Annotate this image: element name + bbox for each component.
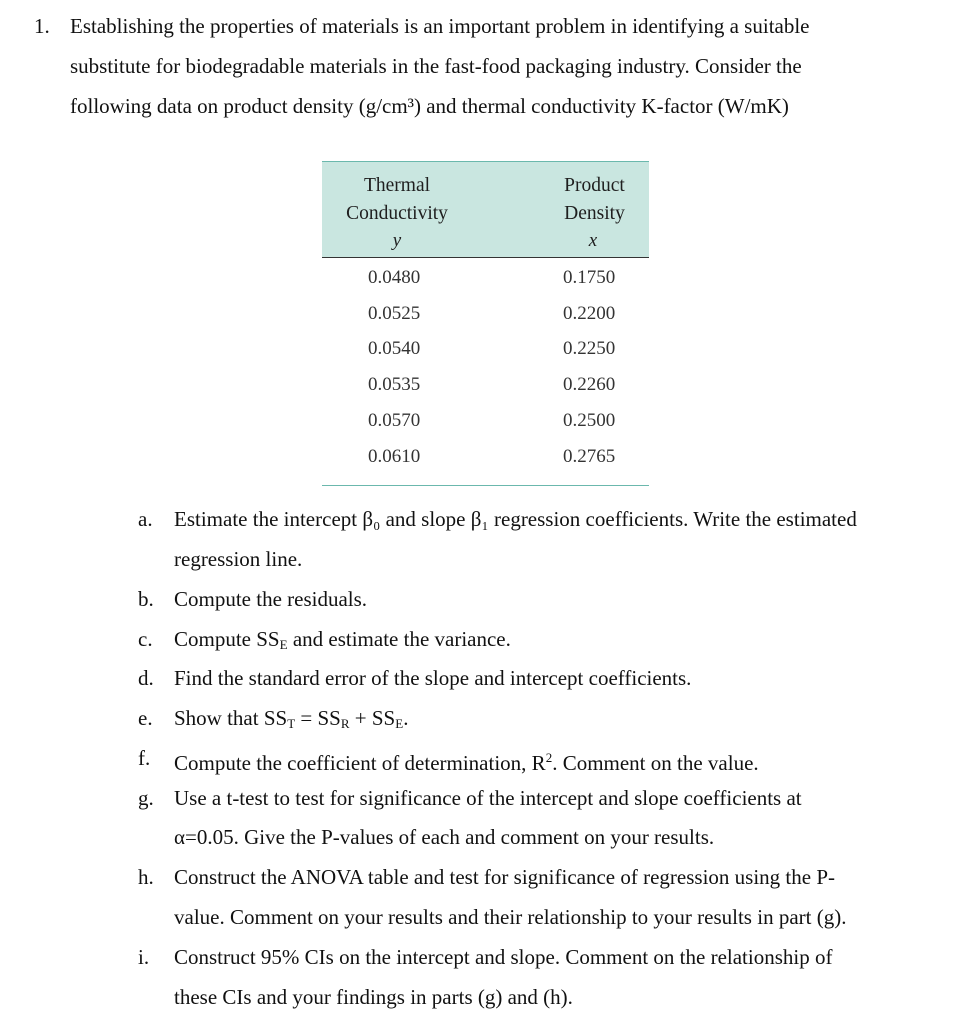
cell-y: 0.0570 xyxy=(368,410,421,431)
part-c-text-b: and estimate the variance. xyxy=(287,627,511,651)
part-c-text-a: Compute SS xyxy=(174,627,280,651)
header-x-line-2: Density xyxy=(564,203,625,224)
table-row xyxy=(322,267,649,303)
question-number: 1. xyxy=(34,14,50,38)
cell-x: 0.2765 xyxy=(563,446,616,467)
part-i-line-2: these CIs and your findings in parts (g) and (h). xyxy=(174,985,573,1009)
x-symbol: x xyxy=(588,230,598,251)
cell-y: 0.0540 xyxy=(368,338,421,359)
header-x-line-1: Product xyxy=(564,175,625,196)
data-table xyxy=(322,161,649,486)
cell-x: 0.2200 xyxy=(563,303,616,324)
part-b-line-1: Compute the residuals. xyxy=(174,587,368,611)
thermal-conductivity-header xyxy=(322,172,472,228)
part-d-letter: d. xyxy=(138,666,154,690)
part-e-t2: = SS xyxy=(295,706,341,730)
part-e-t3: + SS xyxy=(349,706,396,730)
table-row xyxy=(322,446,649,482)
part-f-text-a: Compute the coefficient of determination, R xyxy=(174,751,546,775)
part-f-line-1 xyxy=(174,745,759,776)
table-header xyxy=(322,161,649,258)
part-i-letter: i. xyxy=(138,945,150,969)
part-b-letter: b. xyxy=(138,587,154,611)
part-e-s1: T xyxy=(287,716,296,731)
part-e-letter: e. xyxy=(138,706,153,730)
part-e-t1: Show that SS xyxy=(174,706,288,730)
question-text-line-1: Establishing the properties of materials is an important problem in identifying a suitable xyxy=(70,14,810,38)
table-row xyxy=(322,303,649,339)
part-e-s3: E xyxy=(395,716,404,731)
part-h-line-2: value. Comment on your results and their relationship to your results in part (g). xyxy=(174,905,847,929)
part-g-letter: g. xyxy=(138,786,154,810)
part-c-letter: c. xyxy=(138,627,153,651)
part-d-line-1: Find the standard error of the slope and intercept coefficients. xyxy=(174,666,692,690)
cell-y: 0.0525 xyxy=(368,303,421,324)
part-c-sub: E xyxy=(279,637,288,652)
part-e-s2: R xyxy=(340,716,350,731)
part-h-line-1: Construct the ANOVA table and test for significance of regression using the P- xyxy=(174,865,835,889)
part-f-text-b: . Comment on the value. xyxy=(552,751,759,775)
header-y-line-1: Thermal xyxy=(363,175,431,196)
header-y-line-2: Conductivity xyxy=(346,203,448,224)
cell-x: 0.1750 xyxy=(563,267,616,288)
part-e-t4: . xyxy=(403,706,409,730)
cell-y: 0.0610 xyxy=(368,446,421,467)
cell-y: 0.0480 xyxy=(368,267,421,288)
part-h-letter: h. xyxy=(138,865,154,889)
part-e-line-1 xyxy=(174,705,408,737)
cell-y: 0.0535 xyxy=(368,374,421,395)
part-a-line-2: regression line. xyxy=(174,547,303,571)
part-i-line-1: Construct 95% CIs on the intercept and slope. Comment on the relationship of xyxy=(174,945,833,969)
table-row xyxy=(322,410,649,446)
cell-x: 0.2500 xyxy=(563,410,616,431)
cell-x: 0.2250 xyxy=(563,338,616,359)
table-row xyxy=(322,338,649,374)
y-symbol: y xyxy=(392,230,402,251)
product-density-header xyxy=(522,172,667,228)
part-g-line-2: α=0.05. Give the P-values of each and comment on your results. xyxy=(174,825,715,849)
table-body xyxy=(322,258,649,486)
part-a-line-1: Estimate the intercept β₀ and slope β₁ regression coefficients. Write the estimated xyxy=(174,507,857,531)
question-text-line-2: substitute for biodegradable materials in the fast-food packaging industry. Consider the xyxy=(70,54,802,78)
cell-x: 0.2260 xyxy=(563,374,616,395)
part-g-line-1: Use a t-test to test for significance of the intercept and slope coefficients at xyxy=(174,786,802,810)
table-row xyxy=(322,374,649,410)
part-a-letter: a. xyxy=(138,507,153,531)
part-c-line-1 xyxy=(174,626,511,658)
part-f-letter: f. xyxy=(138,746,151,770)
part-f-sup: 2 xyxy=(545,750,553,765)
question-text-line-3: following data on product density (g/cm³) and thermal conductivity K-factor (W/mK) xyxy=(70,94,789,118)
